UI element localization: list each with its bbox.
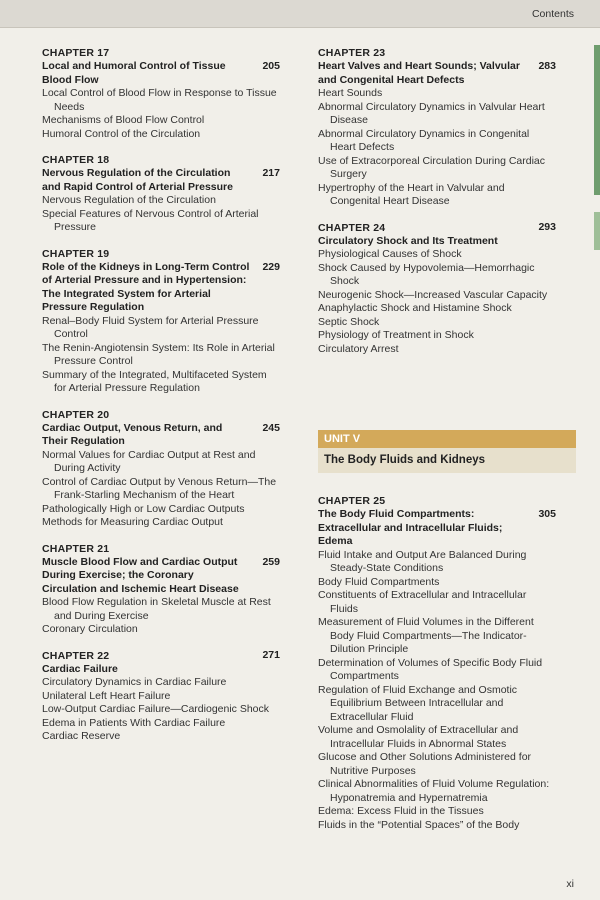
toc-entry[interactable]: Anaphylactic Shock and Histamine Shock [318,302,512,314]
toc-entry[interactable]: Nervous Regulation of the Circulation [42,194,216,206]
toc-entry[interactable]: Blood Flow Regulation in Skeletal Muscle at Rest and During Exercise [42,596,271,622]
toc-entry[interactable]: Heart Sounds [318,87,383,99]
chapter-page-number[interactable]: 245 [262,421,280,434]
toc-entry[interactable]: Local Control of Blood Flow in Response to Tissue Needs [42,87,277,113]
chapter-block [42,649,280,744]
toc-entry[interactable]: Fluids in the “Potential Spaces” of the Body [318,818,520,831]
chapter-label: CHAPTER 17 [42,47,110,59]
chapter-block [42,408,280,530]
chapter-page-number[interactable]: 305 [538,508,556,520]
chapter-page-number[interactable]: 205 [262,60,280,72]
right-column-bottom [318,494,556,832]
right-column-top [318,46,556,356]
chapter-label: CHAPTER 22 [42,649,110,662]
chapter-label: CHAPTER 25 [318,495,386,507]
edge-color-tab-light [594,212,600,250]
edge-color-tab [594,45,600,195]
chapter-block [318,46,556,209]
toc-entry[interactable]: Measurement of Fluid Volumes in the Different Body Fluid Compartments—The Indicator-Dilution Principle [318,616,534,655]
toc-entry[interactable]: Low-Output Cardiac Failure—Cardiogenic Shock [42,703,270,715]
toc-entry[interactable]: Physiological Causes of Shock [318,248,462,260]
chapter-page-number[interactable]: 271 [262,648,280,661]
toc-entry[interactable]: Abnormal Circulatory Dynamics in Congenital Heart Defects [318,127,530,153]
toc-entry[interactable]: Abnormal Circulatory Dynamics in Valvular Heart Disease [318,100,545,126]
page-header [0,0,600,28]
toc-entry[interactable]: Fluid Intake and Output Are Balanced During Steady-State Conditions [318,548,527,574]
toc-entry[interactable]: Clinical Abnormalities of Fluid Volume Regulation: Hyponatremia and Hypernatremia [318,778,550,804]
chapter-label: CHAPTER 20 [42,408,110,421]
toc-entry[interactable]: Shock Caused by Hypovolemia—Hemorrhagic Shock [318,261,535,287]
toc-entry[interactable]: Renal–Body Fluid System for Arterial Pressure Control [42,314,259,340]
chapter-block [42,542,280,637]
chapter-title[interactable]: The Body Fluid Compartments: Extracellular and Intracellular Fluids; Edema [318,508,503,547]
toc-entry[interactable]: Cardiac Reserve [42,730,121,742]
toc-entry[interactable]: Pathologically High or Low Cardiac Outputs [42,502,245,515]
chapter-block [318,494,556,832]
chapter-title[interactable]: Local and Humoral Control of Tissue Blood Flow [42,60,226,86]
page-number: xi [566,878,574,890]
chapter-label: CHAPTER 21 [42,542,110,555]
toc-entry[interactable]: The Renin-Angiotensin System: Its Role in Arterial Pressure Control [42,341,275,367]
chapter-block [42,153,280,235]
toc-entry[interactable]: Coronary Circulation [42,623,138,635]
toc-entry[interactable]: Body Fluid Compartments [318,575,440,588]
chapter-block [42,247,280,396]
toc-entry[interactable]: Septic Shock [318,315,380,328]
running-head: Contents [531,8,574,20]
toc-entry[interactable]: Control of Cardiac Output by Venous Return—The Frank-Starling Mechanism of the Heart [42,475,277,501]
chapter-title[interactable]: Cardiac Failure [42,662,118,675]
toc-entry[interactable]: Normal Values for Cardiac Output at Rest and During Activity [42,448,256,474]
chapter-label: CHAPTER 24 [318,221,386,234]
chapter-block [42,46,280,141]
toc-entry[interactable]: Humoral Control of the Circulation [42,127,201,140]
toc-entry[interactable]: Summary of the Integrated, Multifaceted System for Arterial Pressure Regulation [42,368,267,394]
toc-entry[interactable]: Mechanisms of Blood Flow Control [42,114,205,126]
toc-entry[interactable]: Determination of Volumes of Specific Body Fluid Compartments [318,656,543,682]
unit-label: UNIT V [318,430,576,448]
unit-banner [318,430,576,473]
chapter-title[interactable]: Nervous Regulation of the Circulation and Rapid Control of Arterial Pressure [42,167,233,193]
chapter-title[interactable]: Circulatory Shock and Its Treatment [318,234,498,247]
chapter-page-number[interactable]: 217 [262,167,280,179]
toc-entry[interactable]: Circulatory Arrest [318,342,399,355]
toc-entry[interactable]: Edema in Patients With Cardiac Failure [42,716,226,729]
chapter-page-number[interactable]: 259 [262,555,280,568]
toc-entry[interactable]: Special Features of Nervous Control of Arterial Pressure [42,207,259,233]
chapter-page-number[interactable]: 283 [538,60,556,72]
toc-entry[interactable]: Hypertrophy of the Heart in Valvular and Congenital Heart Disease [318,181,505,207]
chapter-title[interactable]: Muscle Blood Flow and Cardiac Output During Exercise; the Coronary Circulation and Ischemic Heart Disease [42,555,239,595]
left-column [42,46,280,744]
toc-entry[interactable]: Unilateral Left Heart Failure [42,689,171,702]
toc-entry[interactable]: Constituents of Extracellular and Intracellular Fluids [318,589,527,615]
chapter-label: CHAPTER 18 [42,154,110,166]
toc-entry[interactable]: Volume and Osmolality of Extracellular and Intracellular Fluids in Abnormal States [318,724,519,750]
chapter-title[interactable]: Role of the Kidneys in Long-Term Control of Arterial Pressure and in Hypertension: The Integrated System for Arterial Pressure Regulation [42,260,250,313]
toc-entry[interactable]: Use of Extracorporeal Circulation During Cardiac Surgery [318,154,546,180]
toc-entry[interactable]: Edema: Excess Fluid in the Tissues [318,805,484,817]
chapter-page-number[interactable]: 293 [538,220,556,233]
chapter-label: CHAPTER 19 [42,247,110,260]
unit-title: The Body Fluids and Kidneys [324,454,486,466]
chapter-title[interactable]: Cardiac Output, Venous Return, and Their Regulation [42,421,223,447]
chapter-page-number[interactable]: 229 [262,260,280,273]
toc-entry[interactable]: Glucose and Other Solutions Administered for Nutritive Purposes [318,751,532,777]
toc-entry[interactable]: Methods for Measuring Cardiac Output [42,516,223,528]
toc-entry[interactable]: Neurogenic Shock—Increased Vascular Capacity [318,288,548,301]
chapter-block [318,221,556,357]
toc-entry[interactable]: Circulatory Dynamics in Cardiac Failure [42,676,227,688]
toc-entry[interactable]: Regulation of Fluid Exchange and Osmotic Equilibrium Between Intracellular and Extracellular Fluid [318,683,518,723]
toc-entry[interactable]: Physiology of Treatment in Shock [318,329,474,341]
chapter-label: CHAPTER 23 [318,47,386,59]
chapter-title[interactable]: Heart Valves and Heart Sounds; Valvular and Congenital Heart Defects [318,60,520,86]
